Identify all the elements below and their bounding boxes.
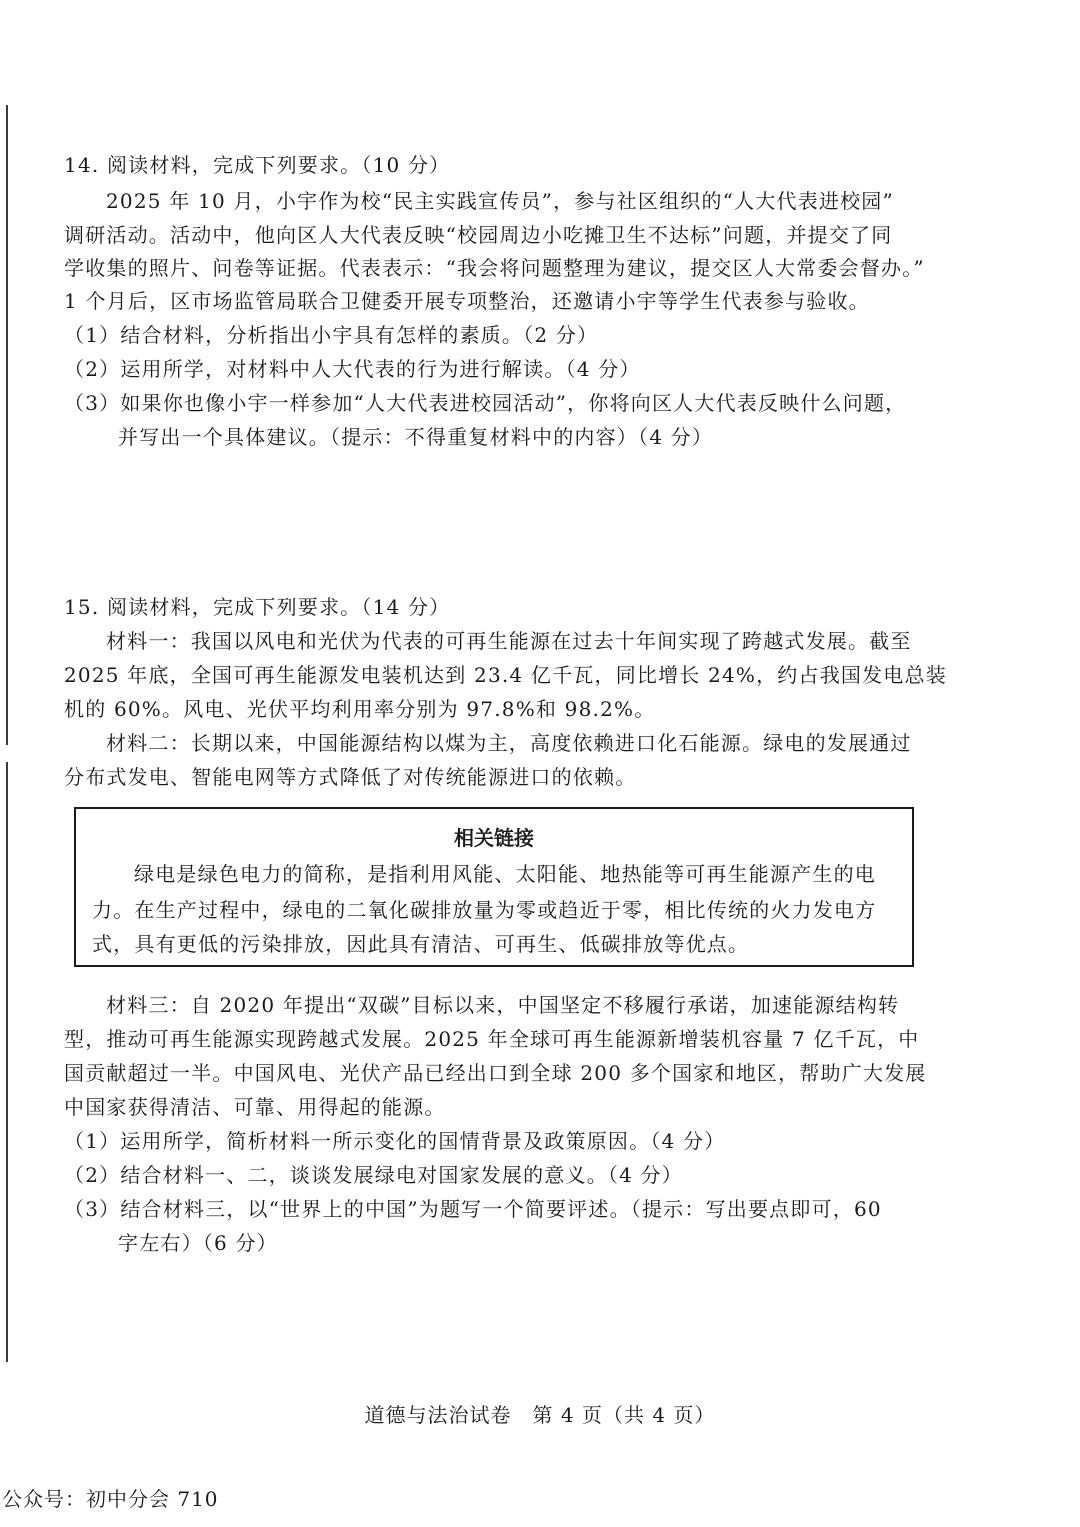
q14-material-line: 学收集的照片、问卷等证据。代表表示：“我会将问题整理为建议，提交区人大常委会督办。” [64, 256, 925, 280]
watermark-text: 公众号：初中分会 710 [2, 1487, 219, 1511]
related-link-line: 式，具有更低的污染排放，因此具有清洁、可再生、低碳排放等优点。 [92, 932, 750, 956]
q15-question-3-cont: 字左右）（6 分） [118, 1231, 278, 1255]
left-margin-line-top [6, 105, 8, 745]
q15-material1-line: 材料一：我国以风电和光伏为代表的可再生能源在过去十年间实现了跨越式发展。截至 [106, 629, 912, 653]
q15-material3-line: 国贡献超过一半。中国风电、光伏产品已经出口到全球 200 多个国家和地区，帮助广大发展 [64, 1061, 927, 1085]
q15-question-2: （2）结合材料一、二，谈谈发展绿电对国家发展的意义。（4 分） [64, 1163, 684, 1187]
related-link-box [74, 807, 914, 967]
q15-material3-line: 中国家获得清洁、可靠、用得起的能源。 [64, 1095, 446, 1119]
related-link-line: 绿电是绿色电力的简称，是指利用风能、太阳能、地热能等可再生能源产生的电 [134, 862, 876, 886]
q15-material3-line: 型，推动可再生能源实现跨越式发展。2025 年全球可再生能源新增装机容量 7 亿千瓦，中 [64, 1027, 920, 1051]
q15-material2-line: 分布式发电、智能电网等方式降低了对传统能源进口的依赖。 [64, 765, 637, 789]
q15-material1-line: 机的 60%。风电、光伏平均利用率分别为 97.8%和 98.2%。 [64, 697, 656, 721]
q14-question-1: （1）结合材料，分析指出小宇具有怎样的素质。（2 分） [64, 323, 599, 347]
q15-material2-line: 材料二：长期以来，中国能源结构以煤为主，高度依赖进口化石能源。绿电的发展通过 [106, 731, 912, 755]
q14-material-line: 2025 年 10 月，小宇作为校“民主实践宣传员”，参与社区组织的“人大代表进校园” [106, 189, 894, 213]
left-margin-line-bottom [6, 762, 8, 1362]
q15-title: 15. 阅读材料，完成下列要求。（14 分） [64, 595, 451, 619]
q15-question-1: （1）运用所学，简析材料一所示变化的国情背景及政策原因。（4 分） [64, 1129, 726, 1153]
q14-question-3-cont: 并写出一个具体建议。（提示：不得重复材料中的内容）（4 分） [118, 425, 714, 449]
q15-material1-line: 2025 年底，全国可再生能源发电装机达到 23.4 亿千瓦，同比增长 24%，约占我国发电总装 [64, 663, 947, 687]
q15-material3-line: 材料三：自 2020 年提出“双碳”目标以来，中国坚定不移履行承诺，加速能源结构转 [106, 993, 900, 1017]
page-footer: 道德与法治试卷 第 4 页（共 4 页） [364, 1403, 716, 1427]
related-link-line: 力。在生产过程中，绿电的二氧化碳排放量为零或趋近于零，相比传统的火力发电方 [92, 898, 877, 922]
q14-material-line: 调研活动。活动中，他向区人大代表反映“校园周边小吃摊卫生不达标”问题，并提交了同 [64, 223, 893, 247]
q15-question-3: （3）结合材料三，以“世界上的中国”为题写一个简要评述。（提示：写出要点即可，60 [64, 1197, 882, 1221]
q14-question-2: （2）运用所学，对材料中人大代表的行为进行解读。（4 分） [64, 357, 641, 381]
q14-material-line: 1 个月后，区市场监管局联合卫健委开展专项整治，还邀请小宇等学生代表参与验收。 [64, 289, 870, 313]
q14-question-3: （3）如果你也像小宇一样参加“人大代表进校园活动”，你将向区人大代表反映什么问题， [64, 391, 907, 415]
related-link-title: 相关链接 [454, 826, 534, 850]
q14-title: 14. 阅读材料，完成下列要求。（10 分） [64, 153, 451, 177]
